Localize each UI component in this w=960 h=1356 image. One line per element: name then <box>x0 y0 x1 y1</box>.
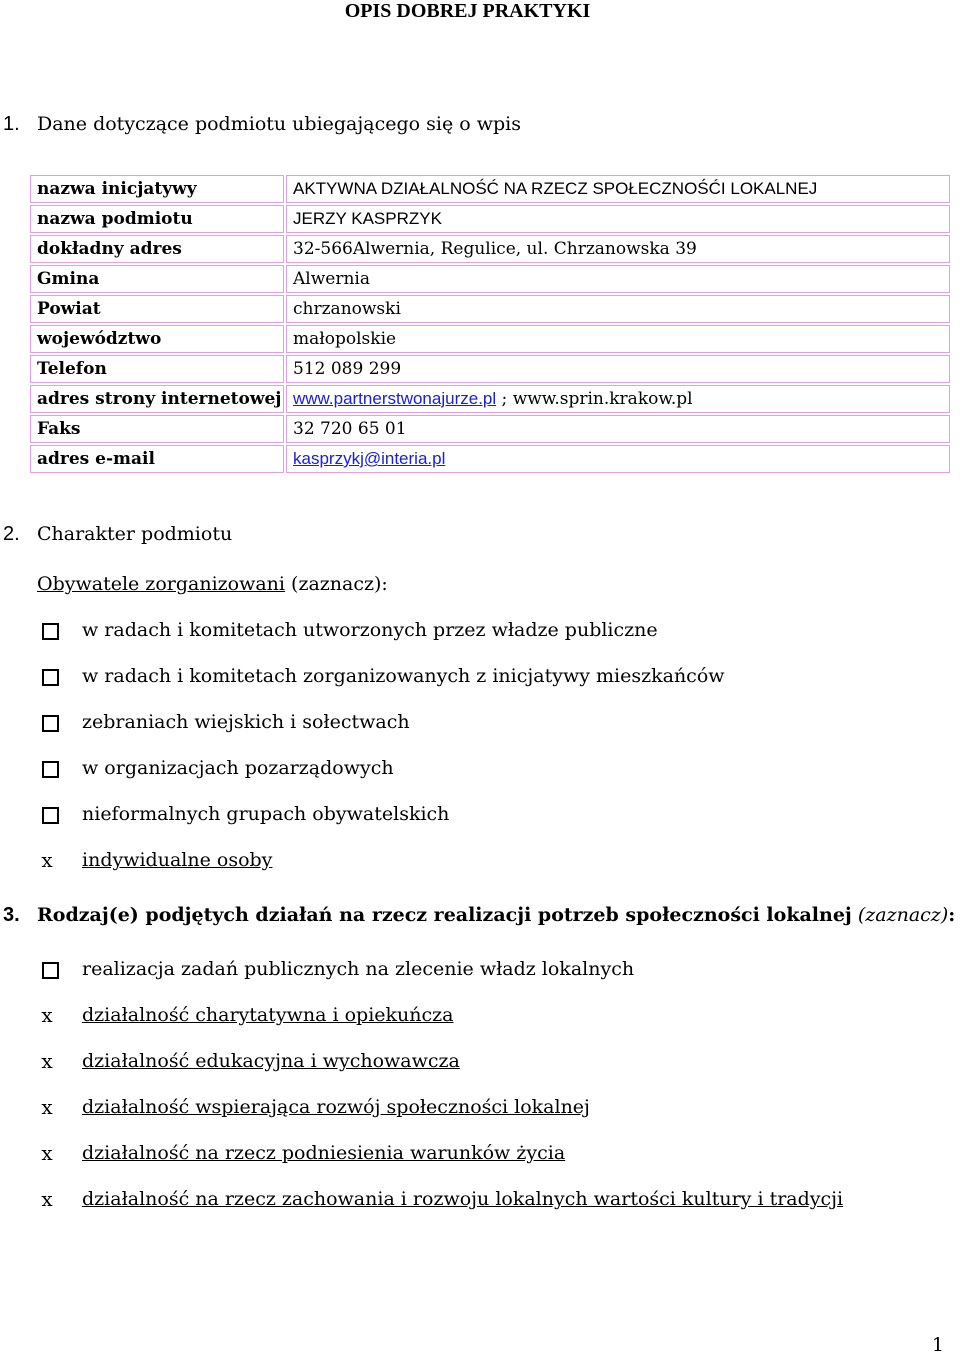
value-gmina: Alwernia <box>286 265 950 293</box>
email-link[interactable]: kasprzykj@interia.pl <box>293 449 446 468</box>
table-row <box>30 355 950 383</box>
option-label: indywidualne osoby <box>82 849 273 871</box>
table-row <box>30 295 950 323</box>
table-row <box>30 175 950 203</box>
option-label: zebraniach wiejskich i sołectwach <box>82 711 410 733</box>
option-label: działalność charytatywna i opiekuńcza <box>82 1004 454 1026</box>
label-gmina: Gmina <box>30 265 284 293</box>
label-nazwa-podmiotu: nazwa podmiotu <box>30 205 284 233</box>
option-label: realizacja zadań publicznych na zlecenie władz lokalnych <box>82 958 635 980</box>
checkbox-icon[interactable] <box>42 962 59 979</box>
option-label: w organizacjach pozarządowych <box>82 757 394 779</box>
option-label: w radach i komitetach utworzonych przez władze publiczne <box>82 619 658 641</box>
section-3-note: (zaznacz) <box>857 904 949 926</box>
table-row <box>30 325 950 353</box>
checkbox-icon[interactable] <box>42 623 59 640</box>
website-link[interactable]: www.partnerstwonajurze.pl <box>293 389 497 408</box>
checkbox-icon[interactable] <box>42 807 59 824</box>
subheading-text: Obywatele zorganizowani <box>37 573 285 595</box>
section-3-number: 3. <box>3 904 20 926</box>
label-strona-internetowa: adres strony internetowej <box>30 385 284 413</box>
section-3-colon: : <box>948 904 956 926</box>
value-email <box>286 445 950 473</box>
value-wojewodztwo: małopolskie <box>286 325 950 353</box>
checked-mark[interactable]: x <box>41 1187 53 1211</box>
checked-mark[interactable]: x <box>41 848 53 872</box>
checked-mark[interactable]: x <box>41 1141 53 1165</box>
section-2-number: 2. <box>3 523 20 545</box>
section-1-number: 1. <box>3 113 20 135</box>
value-faks: 32 720 65 01 <box>286 415 950 443</box>
section-3-title <box>37 904 955 926</box>
label-dokladny-adres: dokładny adres <box>30 235 284 263</box>
value-strona-internetowa <box>286 385 950 413</box>
table-row <box>30 415 950 443</box>
option-label: działalność edukacyjna i wychowawcza <box>82 1050 460 1072</box>
page-number: 1 <box>931 1334 944 1356</box>
section-2-subheading <box>37 573 388 595</box>
checked-mark[interactable]: x <box>41 1095 53 1119</box>
label-faks: Faks <box>30 415 284 443</box>
info-table <box>28 173 952 475</box>
subheading-note: (zaznacz): <box>285 573 388 595</box>
table-row <box>30 445 950 473</box>
checked-mark[interactable]: x <box>41 1003 53 1027</box>
checkbox-icon[interactable] <box>42 669 59 686</box>
section-1-title: Dane dotyczące podmiotu ubiegającego się o wpis <box>37 113 521 135</box>
label-wojewodztwo: województwo <box>30 325 284 353</box>
table-row <box>30 205 950 233</box>
page-title: OPIS DOBREJ PRAKTYKI <box>344 0 591 22</box>
option-label: działalność na rzecz podniesienia warunków życia <box>82 1142 566 1164</box>
table-row <box>30 385 950 413</box>
table-row <box>30 265 950 293</box>
checkbox-icon[interactable] <box>42 715 59 732</box>
value-nazwa-inicjatywy: AKTYWNA DZIAŁALNOŚĆ NA RZECZ SPOŁECZNOŚĆI LOKALNEJ <box>286 175 950 203</box>
value-dokladny-adres: 32-566Alwernia, Regulice, ul. Chrzanowska 39 <box>286 235 950 263</box>
label-nazwa-inicjatywy: nazwa inicjatywy <box>30 175 284 203</box>
option-label: w radach i komitetach zorganizowanych z inicjatywy mieszkańców <box>82 665 725 687</box>
section-2-title: Charakter podmiotu <box>37 523 233 545</box>
option-label: nieformalnych grupach obywatelskich <box>82 803 450 825</box>
label-powiat: Powiat <box>30 295 284 323</box>
value-powiat: chrzanowski <box>286 295 950 323</box>
website-extra: ; www.sprin.krakow.pl <box>496 389 693 409</box>
label-email: adres e-mail <box>30 445 284 473</box>
table-row <box>30 235 950 263</box>
value-telefon: 512 089 299 <box>286 355 950 383</box>
label-telefon: Telefon <box>30 355 284 383</box>
checked-mark[interactable]: x <box>41 1049 53 1073</box>
checkbox-icon[interactable] <box>42 761 59 778</box>
section-3-title-text: Rodzaj(e) podjętych działań na rzecz realizacji potrzeb społeczności lokalnej <box>37 904 852 926</box>
option-label: działalność wspierająca rozwój społeczności lokalnej <box>82 1096 590 1118</box>
value-nazwa-podmiotu: JERZY KASPRZYK <box>286 205 950 233</box>
option-label: działalność na rzecz zachowania i rozwoju lokalnych wartości kultury i tradycji <box>82 1188 844 1210</box>
